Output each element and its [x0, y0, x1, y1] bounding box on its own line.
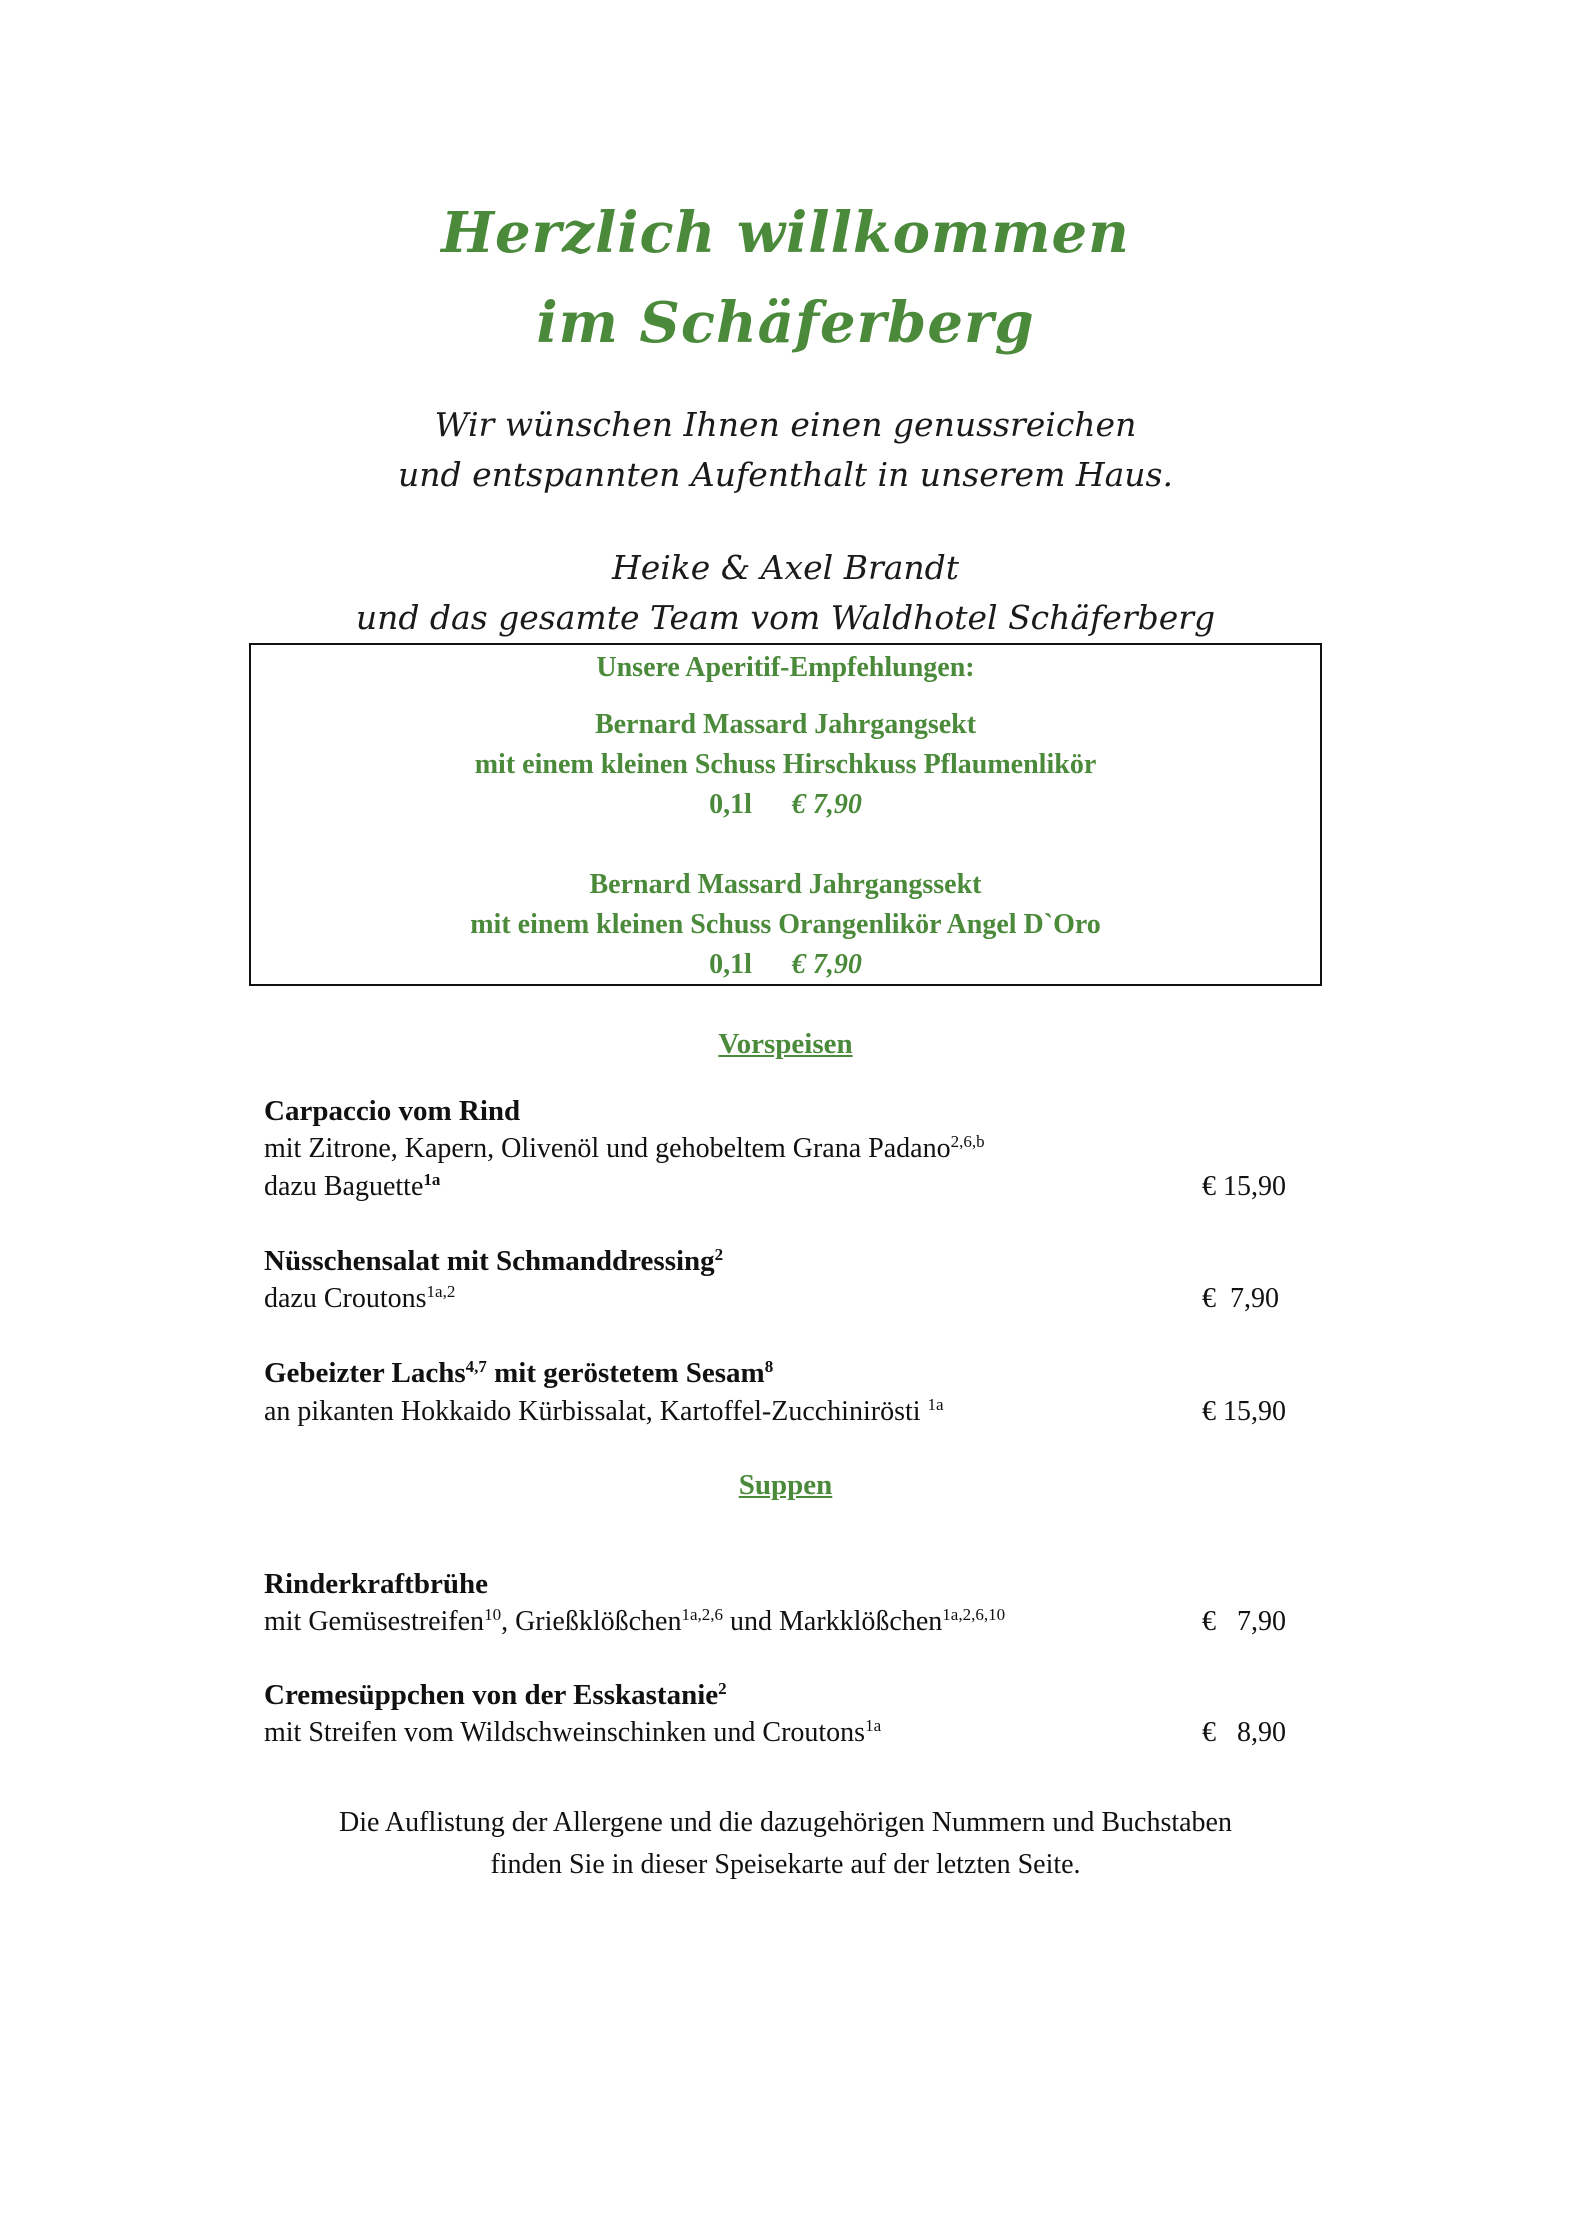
- dish-nuesschensalat-title: Nüsschensalat mit Schmanddressing: [264, 1245, 715, 1277]
- dish-cremesueppchen-title: Cremesüppchen von der Esskastanie: [264, 1679, 719, 1711]
- title-line-2: im Schäferberg: [536, 290, 1035, 356]
- allergen-sup: 1a: [423, 1170, 441, 1189]
- welcome-line-2: und entspannten Aufenthalt in unserem Haus.: [397, 455, 1173, 494]
- dish-rinderkraftbruehe-text-2: , Grießklößchen: [501, 1606, 682, 1637]
- welcome-line-1: Wir wünschen Ihnen einen genussreichen: [434, 405, 1137, 444]
- dish-nuesschensalat-line-1: dazu Croutons: [264, 1283, 427, 1314]
- allergen-sup: 2: [714, 1245, 724, 1264]
- dish-lachs-title-b: mit geröstetem Sesam: [486, 1357, 765, 1389]
- aperitif-1-price: € 7,90: [791, 789, 862, 820]
- dish-carpaccio-description: [264, 1133, 985, 1165]
- aperitif-2-volume: 0,1l: [709, 949, 752, 980]
- aperitif-1-description: mit einem kleinen Schuss Hirschkuss Pflaumenlikör: [474, 749, 1097, 780]
- signature-line-1: Heike & Axel Brandt: [611, 548, 960, 587]
- page-title: [0, 188, 1571, 368]
- allergen-sup: 2: [718, 1679, 727, 1698]
- aperitif-heading: Unsere Aperitif-Empfehlungen:: [596, 652, 975, 683]
- aperitif-1-name: Bernard Massard Jahrgangsekt: [594, 709, 977, 740]
- aperitif-box: [249, 643, 1322, 986]
- allergen-sup: 2,6,b: [950, 1132, 985, 1151]
- dish-lachs-price: € 15,90: [1202, 1396, 1286, 1427]
- dish-nuesschensalat-price: € 7,90: [1202, 1283, 1279, 1314]
- footnote-line-2: finden Sie in dieser Speisekarte auf der letzten Seite.: [490, 1849, 1081, 1880]
- dish-carpaccio-price: € 15,90: [1202, 1171, 1286, 1202]
- signature: [0, 543, 1571, 643]
- aperitif-2-description: mit einem kleinen Schuss Orangenlikör Angel D`Oro: [470, 909, 1101, 940]
- allergen-sup: 10: [484, 1605, 502, 1624]
- dish-rinderkraftbruehe-name: Rinderkraftbrühe: [264, 1568, 488, 1600]
- signature-line-2: und das gesamte Team vom Waldhotel Schäferberg: [355, 598, 1216, 637]
- aperitif-1-price-line: [251, 785, 1320, 825]
- dish-carpaccio-line-1: mit Zitrone, Kapern, Olivenöl und gehobeltem Grana Padano: [264, 1133, 951, 1164]
- allergen-footnote: [0, 1802, 1571, 1886]
- dish-nuesschensalat-name: [264, 1245, 723, 1278]
- welcome-text: [0, 400, 1571, 500]
- dish-rinderkraftbruehe-text-3: und Markklößchen: [723, 1606, 943, 1637]
- dish-nuesschensalat-description: [264, 1283, 455, 1315]
- aperitif-2-price: € 7,90: [791, 949, 862, 980]
- dish-lachs-description: [264, 1396, 944, 1428]
- allergen-sup: 1a,2,6: [681, 1605, 723, 1624]
- allergen-sup: 1a: [865, 1716, 882, 1735]
- dish-lachs-title-a: Gebeizter Lachs: [264, 1357, 466, 1389]
- footnote-line-1: Die Auflistung der Allergene und die dazugehörigen Nummern und Buchstaben: [339, 1807, 1232, 1838]
- dish-cremesueppchen-description: [264, 1717, 881, 1749]
- dish-rinderkraftbruehe-description: [264, 1606, 1005, 1638]
- dish-carpaccio-line-2: dazu Baguette: [264, 1171, 424, 1202]
- dish-rinderkraftbruehe-text-1: mit Gemüsestreifen: [264, 1606, 485, 1637]
- dish-lachs-line-1: an pikanten Hokkaido Kürbissalat, Kartoffel-Zucchinirösti: [264, 1396, 928, 1427]
- allergen-sup: 4,7: [465, 1357, 487, 1376]
- dish-cremesueppchen-name: [264, 1679, 727, 1712]
- title-line-1: Herzlich willkommen: [441, 200, 1130, 266]
- aperitif-1-volume: 0,1l: [709, 789, 752, 820]
- allergen-sup: 8: [764, 1357, 774, 1376]
- dish-rinderkraftbruehe-price: € 7,90: [1202, 1606, 1286, 1637]
- dish-carpaccio-side: [264, 1171, 440, 1203]
- allergen-sup: 1a: [927, 1395, 944, 1414]
- aperitif-2-name: Bernard Massard Jahrgangssekt: [589, 869, 982, 900]
- section-heading-suppen: Suppen: [738, 1469, 833, 1501]
- allergen-sup: 1a,2: [426, 1282, 456, 1301]
- section-heading-vorspeisen: Vorspeisen: [718, 1028, 853, 1060]
- dish-lachs-name: [264, 1357, 773, 1390]
- dish-cremesueppchen-line-1: mit Streifen vom Wildschweinschinken und Croutons: [264, 1717, 866, 1748]
- allergen-sup: 1a,2,6,10: [942, 1605, 1006, 1624]
- dish-carpaccio-name: Carpaccio vom Rind: [264, 1095, 521, 1127]
- dish-cremesueppchen-price: € 8,90: [1202, 1717, 1286, 1748]
- aperitif-2-price-line: [251, 945, 1320, 985]
